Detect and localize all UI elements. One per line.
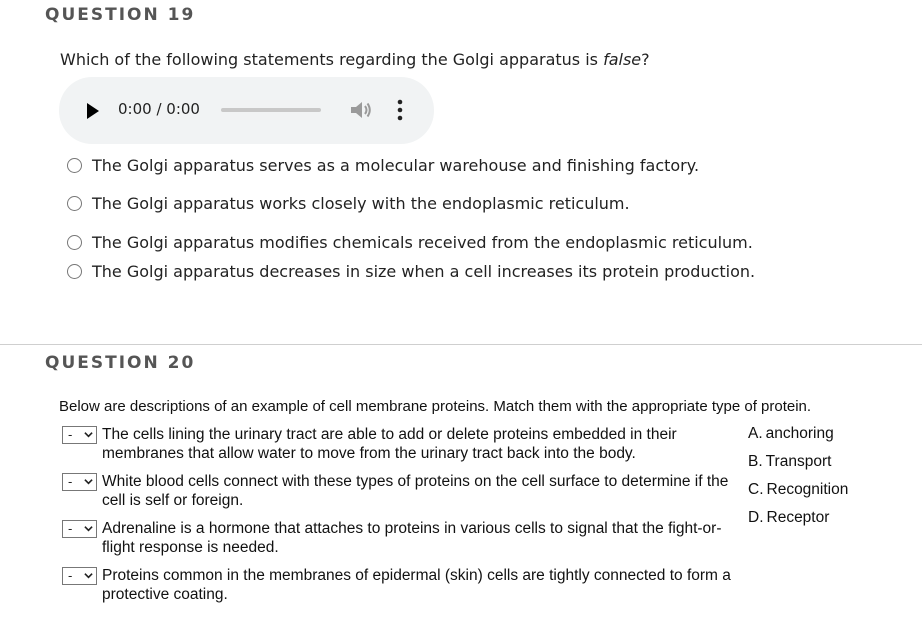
audio-time: 0:00 / 0:00 (118, 100, 200, 118)
answer-label: Recognition (766, 481, 849, 498)
answer-option[interactable] (67, 194, 630, 213)
match-select[interactable] (62, 473, 97, 491)
select-value: - (68, 427, 73, 442)
option-label: The Golgi apparatus works closely with the endoplasmic reticulum. (92, 194, 630, 213)
question-20-title: QUESTION 20 (45, 353, 196, 373)
answer-option[interactable] (67, 233, 753, 252)
answer-choice (748, 453, 831, 471)
question-19-prompt (60, 50, 650, 69)
prompt-emphasis: false (603, 50, 642, 69)
volume-icon[interactable] (349, 99, 373, 121)
prompt-end: ? (641, 50, 650, 69)
audio-progress-bar[interactable] (221, 108, 321, 112)
select-value: - (68, 568, 73, 583)
select-value: - (68, 474, 73, 489)
chevron-down-icon (84, 477, 93, 486)
match-description: White blood cells connect with these types of proteins on the cell surface to determine if the cell is self or foreign. (102, 473, 729, 509)
answer-label: anchoring (765, 425, 834, 442)
play-icon[interactable] (87, 103, 99, 119)
match-select[interactable] (62, 426, 97, 444)
select-value: - (68, 521, 73, 536)
radio-button[interactable] (67, 264, 82, 279)
chevron-down-icon (84, 524, 93, 533)
question-divider (0, 344, 922, 345)
answer-label: Transport (765, 453, 832, 470)
question-19-title: QUESTION 19 (45, 5, 196, 25)
answer-letter: D. (748, 509, 764, 526)
answer-choice (748, 509, 829, 527)
radio-button[interactable] (67, 235, 82, 250)
answer-letter: B. (748, 453, 763, 470)
radio-button[interactable] (67, 158, 82, 173)
answer-choice (748, 425, 834, 443)
more-options-icon[interactable] (395, 98, 405, 122)
answer-choice (748, 481, 848, 499)
option-label: The Golgi apparatus serves as a molecular warehouse and finishing factory. (92, 156, 700, 175)
match-select[interactable] (62, 567, 97, 585)
answer-option[interactable] (67, 156, 699, 175)
answer-letter: C. (748, 481, 764, 498)
match-description: Proteins common in the membranes of epidermal (skin) cells are tightly connected to form a protective coating. (102, 567, 731, 603)
answer-label: Receptor (766, 509, 830, 526)
option-label: The Golgi apparatus modifies chemicals received from the endoplasmic reticulum. (92, 233, 753, 252)
answer-option[interactable] (67, 262, 755, 281)
audio-player (59, 77, 434, 144)
chevron-down-icon (84, 430, 93, 439)
match-description: Adrenaline is a hormone that attaches to proteins in various cells to signal that the fight-or-flight response is needed. (102, 520, 722, 556)
answer-letter: A. (748, 425, 763, 442)
chevron-down-icon (84, 571, 93, 580)
option-label: The Golgi apparatus decreases in size when a cell increases its protein production. (92, 262, 756, 281)
question-20-intro: Below are descriptions of an example of cell membrane proteins. Match them with the appropriate type of protein. (59, 398, 812, 415)
prompt-text: Which of the following statements regarding the Golgi apparatus is (60, 50, 604, 69)
radio-button[interactable] (67, 196, 82, 211)
match-select[interactable] (62, 520, 97, 538)
match-description: The cells lining the urinary tract are able to add or delete proteins embedded in their membranes that allow water to move from the urinary tract back into the body. (102, 426, 677, 462)
